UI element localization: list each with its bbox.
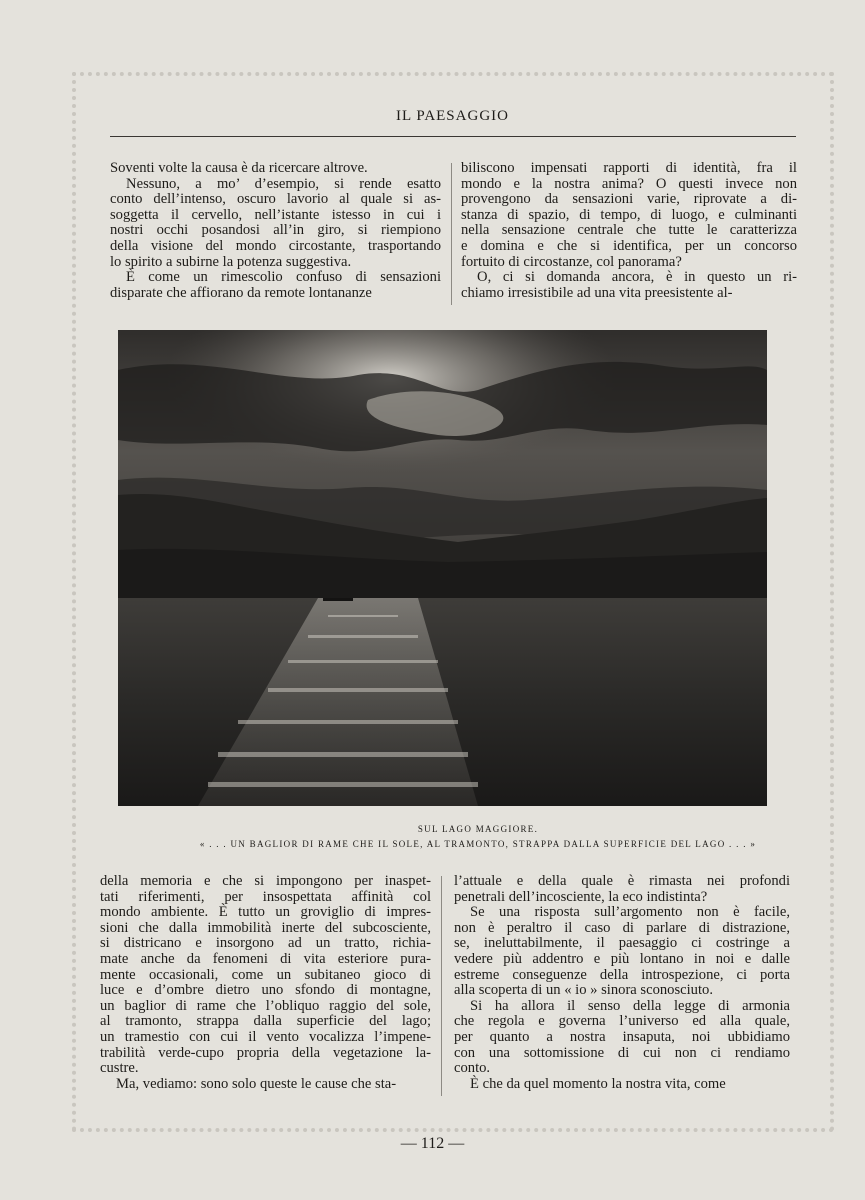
text-line: luce e d’ombre dietro uno sfondo di montagne, <box>100 982 431 999</box>
top-right-column <box>461 161 797 301</box>
text-line: custre. <box>100 1060 139 1077</box>
text-line: alla scoperta di un « io » sinora sconosciuto. <box>454 982 713 999</box>
text-line: È che da quel momento la nostra vita, come <box>470 1075 726 1092</box>
text-line: provengono da sensazioni varie, riprovate a di- <box>461 191 797 208</box>
text-line: che regola e governa l’universo ed alla quale, <box>454 1013 790 1030</box>
lake-sunset-photograph <box>118 330 767 806</box>
paragraph <box>110 177 441 271</box>
text-line: nostri occhi posandosi all’in giro, si riempiono <box>110 222 441 239</box>
text-line: stanza di spazio, di tempo, di luogo, e culminanti <box>461 206 797 223</box>
paragraph <box>110 161 441 177</box>
paragraph <box>100 874 431 1077</box>
paragraph <box>454 1077 790 1093</box>
text-line: soggetta il cervello, nell’istante istesso in cui i <box>110 206 441 223</box>
text-line: Soventi volte la causa è da ricercare altrove. <box>110 160 368 176</box>
photo-caption <box>118 822 838 852</box>
paragraph <box>454 905 790 999</box>
bottom-right-column <box>454 874 790 1092</box>
text-line: della memoria e che si impongono per inaspet- <box>100 873 431 889</box>
text-line: se, ineluttabilmente, il paesaggio ci costringe a <box>454 935 790 952</box>
header-rule <box>110 136 796 137</box>
text-line: disparate che affiorano da remote lontananze <box>110 284 372 301</box>
text-line: si districano e insorgono ad un tratto, richia- <box>100 935 431 952</box>
page-number: — 112 — <box>400 1135 465 1152</box>
text-line: penetrali dell’incosciente, la eco indistinta? <box>454 888 708 905</box>
text-line: l’attuale e della quale è rimasta nei profondi <box>454 873 790 889</box>
text-line: al tramonto, strappa dalla superficie del lago; <box>100 1013 431 1030</box>
paragraph <box>461 161 797 270</box>
text-line: un tramestio con cui il vento vocalizza l’impene- <box>100 1028 431 1045</box>
text-line: fortuito di circostanze, col panorama? <box>461 253 682 270</box>
text-line: mondo ambiente. È tutto un groviglio di impres- <box>100 904 431 921</box>
text-line: estreme conseguenze della introspezione, ci porta <box>454 966 790 983</box>
text-line: lo spirito a subirne la potenza suggestiva. <box>110 253 352 270</box>
running-header: IL PAESAGGIO <box>396 108 509 124</box>
text-line: tati riferimenti, per insospettata affinità col <box>100 888 431 905</box>
text-line: biliscono impensati rapporti di identità, fra il <box>461 160 797 176</box>
caption-title: SUL LAGO MAGGIORE. <box>417 824 539 834</box>
paragraph <box>461 270 797 301</box>
text-line: È come un rimescolio confuso di sensazioni <box>126 269 441 286</box>
bottom-left-column <box>100 874 431 1092</box>
text-line: mate anche da fenomeni di vita esteriore pura- <box>100 950 431 967</box>
column-separator <box>441 876 442 1096</box>
text-line: con una sottomissione di cui non ci rendiamo <box>454 1044 790 1061</box>
paragraph <box>454 874 790 905</box>
text-line: nella sensazione centrale che tutte le caratterizza <box>461 222 797 239</box>
column-separator <box>451 163 452 305</box>
text-line: Nessuno, a mo’ d’esempio, si rende esatto <box>126 175 441 192</box>
text-line: sioni che dalla immobilità inerte del subcosciente, <box>100 919 431 936</box>
text-line: trabilità verde-cupo propria della vegetazione la- <box>100 1044 431 1061</box>
text-line: Si ha allora il senso della legge di armonia <box>470 997 790 1014</box>
text-line: per quanto a nostra insaputa, noi ubbidiamo <box>454 1028 790 1045</box>
text-line: un baglior di rame che l’obliquo raggio del sole, <box>100 997 431 1014</box>
top-left-column <box>110 161 441 301</box>
paragraph <box>100 1077 431 1093</box>
text-line: conto dell’intenso, oscuro lavorio al quale si as- <box>110 191 441 208</box>
text-line: non è peraltro il caso di parlare di distrazione, <box>454 919 790 936</box>
caption-quote: « . . . UN BAGLIOR DI RAME CHE IL SOLE, AL TRAMONTO, STRAPPA DALLA SUPERFICIE DEL LAGO . . . » <box>199 839 757 849</box>
text-line: chiamo irresistibile ad una vita preesistente al- <box>461 284 733 301</box>
text-line: mondo e la nostra anima? O questi invece non <box>461 175 797 192</box>
text-line: conto. <box>454 1060 491 1077</box>
text-line: e domina e che si identifica, per un concorso <box>461 237 797 254</box>
text-line: mente occasionali, come un subitaneo gioco di <box>100 966 431 983</box>
paragraph <box>454 999 790 1077</box>
text-line: O, ci si domanda ancora, è in questo un ri- <box>477 269 797 286</box>
text-line: Ma, vediamo: sono solo queste le cause che sta- <box>116 1075 397 1092</box>
text-line: della visione del mondo circostante, trasportando <box>110 237 441 254</box>
text-line: Se una risposta sull’argomento non è facile, <box>470 904 790 921</box>
text-line: vedere più addentro e più lontano in noi e dalle <box>454 950 790 967</box>
paragraph <box>110 270 441 301</box>
